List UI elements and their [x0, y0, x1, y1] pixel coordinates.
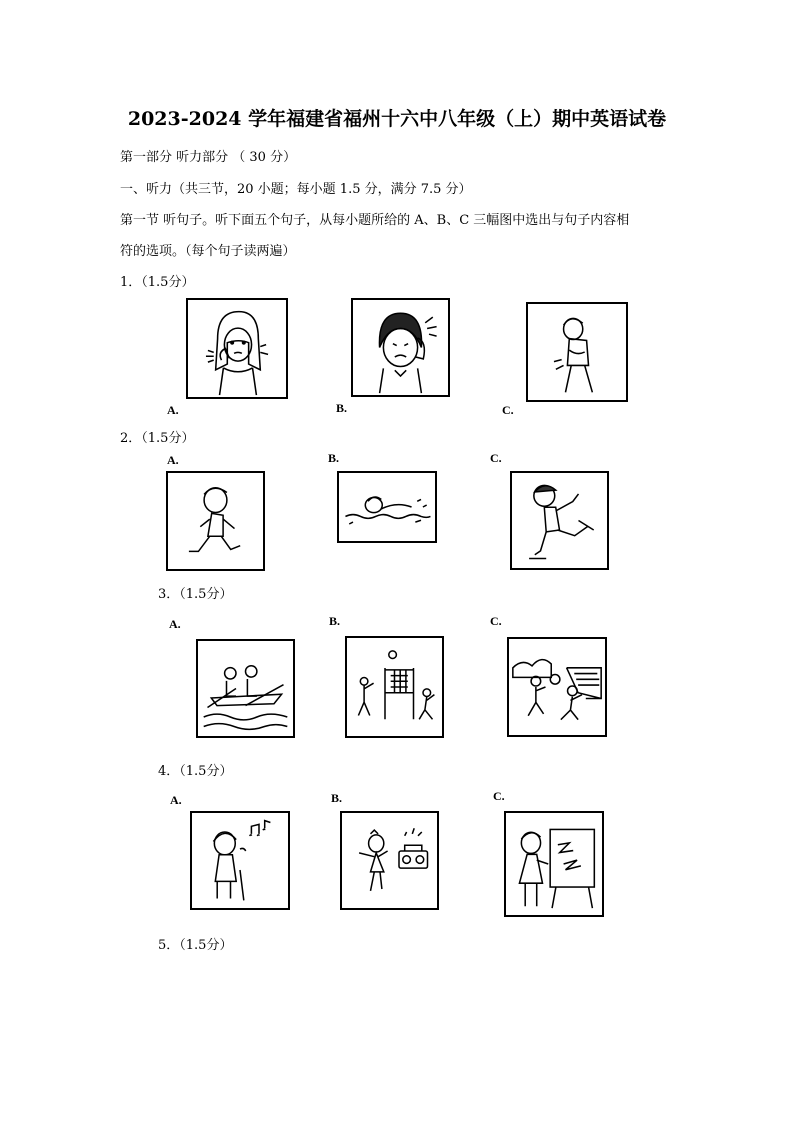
volleyball-picture[interactable] — [345, 636, 444, 738]
question-4-option-a[interactable]: A. — [170, 793, 182, 807]
girl-toothache-picture[interactable] — [186, 298, 288, 399]
rowing-boat-picture[interactable] — [196, 639, 295, 738]
girl-headache-picture[interactable] — [351, 298, 450, 397]
question-5-number: 5．（1.5分） — [158, 938, 233, 953]
girl-painting-picture[interactable] — [504, 811, 604, 917]
question-2-option-a[interactable]: A. — [167, 453, 179, 467]
part-heading: 第一部分 听力部分 （ 30 分） — [120, 150, 297, 165]
soccer-picture[interactable] — [507, 637, 607, 737]
question-4-option-c[interactable]: C. — [493, 789, 505, 803]
question-2-number: 2．（1.5分） — [120, 431, 195, 446]
instruction-line-1: 第一节 听句子。听下面五个句子，从每小题所给的 A、B、C 三幅图中选出与句子内容相 — [120, 213, 630, 228]
old-woman-singing-picture[interactable] — [190, 811, 290, 910]
girl-swimming-picture[interactable] — [337, 471, 437, 543]
question-3-option-c[interactable]: C. — [490, 614, 502, 628]
question-2-option-c[interactable]: C. — [490, 451, 502, 465]
question-3-number: 3．（1.5分） — [158, 587, 233, 602]
page-title: 2023-2024 学年福建省福州十六中八年级（上）期中英语试卷 — [127, 108, 667, 130]
section-heading: 一、听力（共三节，20 小题；每小题 1.5 分，满分 7.5 分） — [120, 182, 472, 197]
question-4-option-b[interactable]: B. — [331, 791, 343, 805]
question-4-number: 4．（1.5分） — [158, 764, 233, 779]
question-3-option-b[interactable]: B. — [329, 614, 341, 628]
question-1-number: 1．（1.5分） — [120, 275, 195, 290]
instruction-line-2: 符的选项。（每个句子读两遍） — [120, 244, 296, 259]
boy-running-picture[interactable] — [166, 471, 265, 571]
question-1-option-c[interactable]: C. — [502, 403, 514, 417]
question-1-option-b[interactable]: B. — [336, 401, 348, 415]
question-3-option-a[interactable]: A. — [169, 617, 181, 631]
question-1-option-a[interactable]: A. — [167, 403, 179, 417]
question-2-option-b[interactable]: B. — [328, 451, 340, 465]
boy-skating-picture[interactable] — [510, 471, 609, 570]
girl-dancing-picture[interactable] — [340, 811, 439, 910]
girl-stomachache-picture[interactable] — [526, 302, 628, 402]
